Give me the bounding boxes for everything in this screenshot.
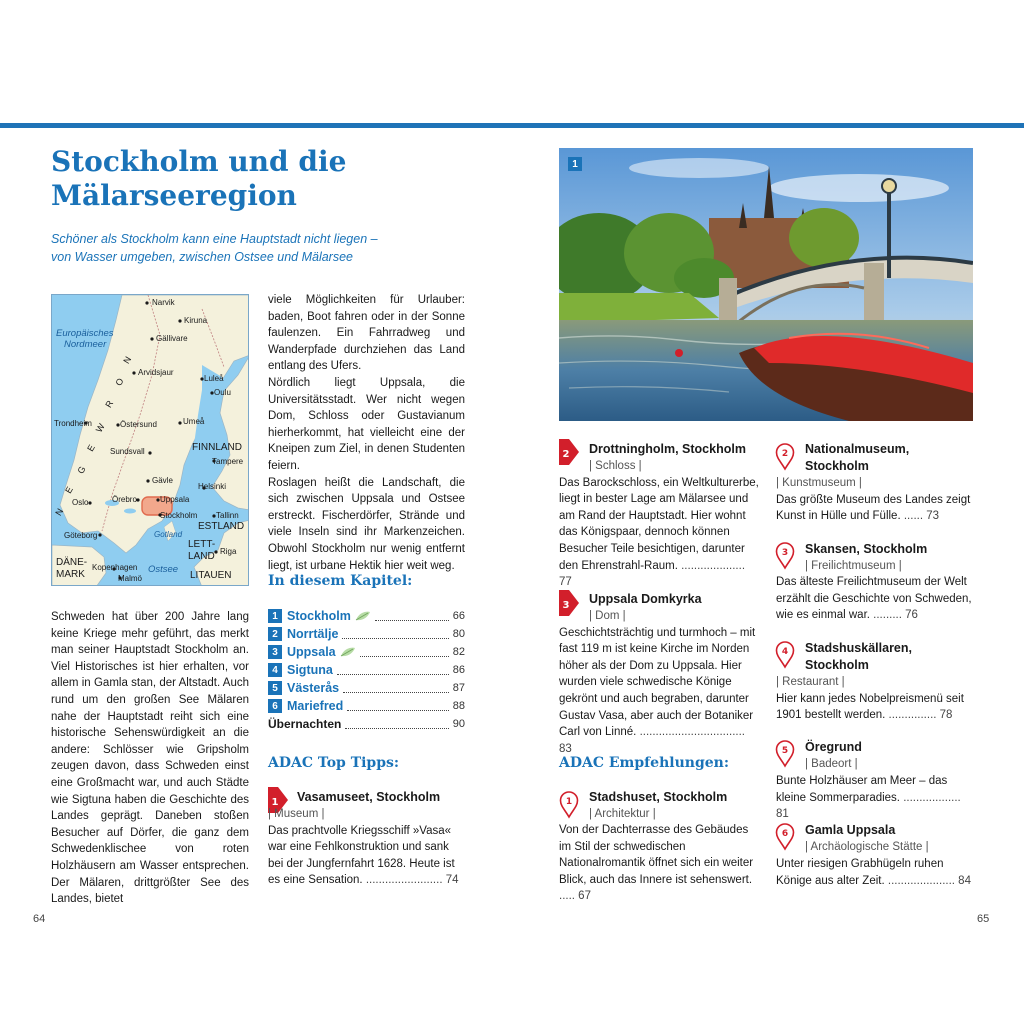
tip-name: Uppsala Domkyrka (589, 592, 702, 606)
recommendation-pin-icon (775, 823, 795, 851)
map-label: LITAUEN (190, 570, 232, 581)
rec-name: Stadshuset, Stockholm (589, 790, 728, 804)
map-label: Helsinki (198, 482, 227, 491)
recommendation-1 (589, 789, 769, 822)
toc-item[interactable] (268, 661, 465, 679)
map-label: Kopenhagen (92, 563, 138, 572)
toc-leader (342, 638, 448, 639)
map-label: E (85, 442, 97, 454)
toc-name: Norrtälje (287, 627, 339, 641)
map-label: Riga (220, 547, 237, 556)
rec-category: | Archäologische Stätte | (805, 840, 929, 853)
recommendation-3-body (776, 574, 974, 624)
map-label: Stockholm (160, 511, 198, 520)
intro-paragraph: Schweden hat über 200 Jahre lang keine Kriege mehr geführt, das merkt man seiner Hauptstadt Stockholm an. Viel Historisches ist hier erhalten, vor allem in Gamla stan, der Altstadt. Auch rund um den großen See Mälaren nahe der Hauptstadt reiht sich eine historische Sehenswürdigkeit an die andere: Schlösser wie Gripsholm zeugen davon, dass Schweden einst eine Großmacht war, und auch Städte wie Sigtuna haben die Geschichte des Landes geprägt. Daneben stoßen Besucher auf Dörfer, die ganz dem Schwedenklischee von roten Holzhäusern am Wasser entsprechen. Der Mälaren, drittgrößter See des Landes, bietet (51, 611, 249, 906)
rec-name: Öregrund (805, 740, 862, 754)
tip-name: Drottningholm, Stockholm (589, 442, 746, 456)
map-label: O (113, 376, 126, 388)
rec-page: ..................... 84 (887, 874, 971, 887)
rec-category: | Freilichtmuseum | (805, 559, 902, 572)
rec-page-number: 73 (926, 510, 940, 523)
rec-description: Unter riesigen Grabhügeln ruhen Könige aus alter Zeit. (776, 858, 944, 887)
rec-category: | Badeort | (805, 757, 858, 770)
rec-name: Skansen, Stockholm (805, 542, 928, 556)
toc-name: Uppsala (287, 645, 336, 659)
recommendation-pin-icon (775, 542, 795, 570)
tip-category: | Museum | (268, 808, 325, 820)
toc-name: Mariefred (287, 699, 344, 713)
map-label: Europäisches (56, 328, 114, 339)
rec-page: ...... 73 (903, 510, 940, 523)
tip-description: Das Barockschloss, ein Weltkulturerbe, liegt in bester Lage am Mälarsee und am Rand der Hauptstadt. Hier wohnt das Königspaar, dennoch können Besucher Teile besichtigen, darunter den Ehrenstrahl-Raum. (559, 476, 759, 572)
map-label: Gällivare (156, 334, 188, 343)
toc-item[interactable] (268, 715, 465, 733)
map-label: N (53, 506, 66, 518)
rec-category: | Architektur | (589, 807, 656, 820)
top-tip-2 (589, 441, 789, 458)
map-label: Umeå (183, 417, 205, 426)
overview-map (51, 294, 249, 586)
toc-page: 82 (452, 646, 465, 658)
recommendation-2 (805, 441, 975, 474)
map-label: Göteborg (64, 531, 98, 540)
rec-description: Hier kann jedes Nobelpreismenü seit 1901 bestellt werden. (776, 692, 964, 722)
intro-paragraph: Roslagen heißt die Landschaft, die sich zwischen Uppsala und Ostsee erstreckt. Fischerdörfer, Strände und viele Inseln sind ihr Markenzeichen. Obwohl Stockholm nur wenig entfernt liegt, ist urbane Hektik hier weit weg. (268, 476, 465, 572)
toc-number: 3 (268, 645, 282, 659)
recommendation-6-body (776, 856, 974, 889)
marker-number: 2 (562, 449, 570, 460)
map-label: R (103, 398, 116, 410)
chapter-toc (268, 607, 465, 733)
recommendation-5-body (776, 773, 974, 823)
toc-name: Sigtuna (287, 663, 333, 677)
toc-number: 4 (268, 663, 282, 677)
rec-description: Das älteste Freilichtmuseum der Welt erzählt die Geschichte von Schweden, wie es einmal war. (776, 576, 972, 622)
map-label: Östersund (120, 420, 157, 429)
svg-text:5: 5 (781, 746, 789, 756)
intro-column-1 (51, 609, 249, 908)
map-label: FINNLAND (192, 442, 243, 453)
rec-page-number: 81 (776, 808, 789, 821)
toc-name: Übernachten (268, 717, 342, 731)
tip-description: Das prachtvolle Kriegsschiff »Vasa« war eine Fehlkonstruktion und sank bei der Jungfernfahrt 1628. Heute ist es eine Sensation. (268, 824, 455, 887)
toc-number: 6 (268, 699, 282, 713)
map-label: Kiruna (184, 316, 208, 325)
marker-number: 1 (271, 797, 279, 808)
map-label: Uppsala (160, 495, 190, 504)
toc-name: Stockholm (287, 609, 351, 623)
map-label: Nordmeer (64, 339, 107, 350)
map-label: Gotland (154, 530, 183, 539)
leaf-icon (340, 647, 356, 657)
toc-page: 87 (452, 682, 465, 694)
tip-category: | Dom | (589, 610, 626, 622)
map-label: Örebro (112, 495, 137, 504)
toc-leader (345, 728, 448, 729)
recommendation-pin-icon (559, 791, 579, 819)
toc-leader (337, 674, 449, 675)
tip-name: Vasamuseet, Stockholm (297, 790, 441, 804)
map-label: E (63, 484, 75, 496)
svg-text:3: 3 (781, 548, 789, 558)
photo-number-badge: 1 (568, 157, 582, 171)
rec-name: Nationalmuseum, Stockholm (805, 442, 910, 473)
toc-page: 86 (452, 664, 465, 676)
intro-paragraph: viele Möglichkeiten für Urlauber: baden, Boot fahren oder in der Sonne faulenzen. Ein Fahrradweg und Wanderpfade durchziehen das Land entlang des Ufers. (268, 294, 465, 373)
map-label: LETT- (188, 539, 216, 550)
page-number-left: 64 (33, 913, 46, 925)
recommendation-5 (805, 739, 975, 772)
toc-name: Västerås (287, 681, 340, 695)
title-line-2: Mälarseeregion (51, 179, 297, 212)
toc-leader (347, 710, 448, 711)
toc-page: 80 (452, 628, 465, 640)
recommendation-1-body (559, 822, 759, 905)
page-title (51, 145, 471, 213)
map-label: DÄNE- (56, 557, 88, 568)
map-label: MARK (56, 569, 85, 580)
top-tips-heading: ADAC Top Tipps: (268, 755, 400, 771)
tip-page: ........................ 74 (365, 874, 459, 887)
svg-text:4: 4 (781, 647, 789, 657)
rec-name: Gamla Uppsala (805, 823, 896, 837)
rec-category: | Kunstmuseum | (776, 477, 862, 489)
map-label: G (75, 464, 88, 476)
rec-page: ............... 78 (888, 709, 953, 722)
tip-page-number: 83 (559, 742, 572, 755)
toc-leader (343, 692, 449, 693)
map-label: ESTLAND (198, 521, 245, 532)
header-rule (0, 123, 1024, 128)
toc-page: 88 (452, 700, 465, 712)
map-label: Tallinn (216, 511, 239, 520)
rec-page-number: 67 (578, 890, 591, 903)
tip-page: ................................. 83 (559, 726, 745, 755)
recommendations-heading: ADAC Empfehlungen: (559, 755, 729, 771)
rec-page: .................. 81 (776, 791, 961, 821)
svg-text:6: 6 (781, 829, 789, 839)
intro-paragraph: Nördlich liegt Uppsala, die Universitätsstadt. Wer nicht wegen Dom, Schloss oder Gustavianum hierherkommt, hat vielleicht eine der Kneipen zum Ziel, in denen Studenten feiern. (268, 376, 465, 472)
tip-page: .................... 77 (559, 559, 746, 589)
subtitle-line-1: Schöner als Stockholm kann eine Hauptstadt nicht liegen – (51, 232, 378, 246)
rec-description: Bunte Holzhäuser am Meer – das kleine Sommerparadies. (776, 775, 948, 804)
map-label: W (93, 421, 107, 435)
toc-number: 2 (268, 627, 282, 641)
rec-page-number: 78 (939, 709, 953, 722)
rec-name: Stadshuskällaren, Stockholm (805, 641, 912, 672)
rec-page: ......... 76 (873, 609, 918, 622)
toc-page: 66 (452, 610, 465, 622)
subtitle-line-2: von Wasser umgeben, zwischen Ostsee und Mälarsee (51, 250, 354, 264)
toc-item[interactable] (268, 679, 465, 697)
rec-page-number: 84 (958, 874, 971, 887)
map-label: LAND (188, 551, 215, 562)
top-tip-3-body (559, 608, 759, 757)
stockholm-photo (559, 148, 973, 421)
recommendation-pin-icon (775, 443, 795, 471)
map-label: Narvik (152, 298, 175, 307)
map-label: Trondheim (54, 419, 92, 428)
map-label: Malmö (118, 574, 143, 583)
toc-leader (375, 620, 449, 621)
leaf-icon (355, 611, 371, 621)
recommendation-4 (805, 640, 975, 673)
map-label: Sundsvall (110, 447, 145, 456)
map-label: Oslo (72, 498, 89, 507)
recommendation-3 (805, 541, 975, 574)
rec-description: Das größte Museum des Landes zeigt Kunst in Hülle und Fülle. (776, 493, 971, 523)
map-label: Luleå (204, 374, 224, 383)
chapter-heading: In diesem Kapitel: (268, 573, 413, 589)
top-tip-1 (297, 789, 467, 806)
toc-item[interactable] (268, 643, 465, 661)
tip-page-number: 74 (445, 874, 459, 887)
map-label: Oulu (214, 388, 231, 397)
top-tip-3 (589, 591, 789, 608)
page-number-right: 65 (977, 913, 990, 925)
tip-description: Geschichtsträchtig und turmhoch – mit fast 119 m ist keine Kirche im Norden höher als der Dom zu Uppsala. Hier wurden viele schwedische Könige gekrönt und auch begraben, darunter Gustav Vasa, aber auch der Botaniker Carl von Linné. (559, 626, 756, 739)
toc-number: 5 (268, 681, 282, 695)
title-line-1: Stockholm und die (51, 145, 347, 178)
svg-text:2: 2 (781, 449, 789, 459)
svg-text:1: 1 (565, 797, 573, 807)
recommendation-pin-icon (775, 740, 795, 768)
top-tip-2-body (559, 458, 759, 591)
map-label: N (121, 354, 134, 366)
page-subtitle (51, 230, 451, 266)
toc-number: 1 (268, 609, 282, 623)
top-tip-1-body (268, 806, 465, 889)
toc-page: 90 (452, 718, 465, 730)
map-label: Tampere (212, 457, 244, 466)
rec-description: Von der Dachterrasse des Gebäudes im Stil der schwedischen Nationalromantik öffnet sich ein weiter Blick, auch das Innere ist sehenswert. (559, 824, 754, 886)
recommendation-pin-icon (775, 641, 795, 669)
intro-column-2 (268, 292, 465, 574)
recommendation-4-body (776, 674, 974, 724)
recommendation-6 (805, 822, 975, 855)
map-label: Gävle (152, 476, 173, 485)
toc-item[interactable] (268, 607, 465, 625)
rec-page-number: 76 (905, 609, 918, 622)
tip-page-number: 77 (559, 576, 572, 589)
toc-item[interactable] (268, 625, 465, 643)
tip-category: | Schloss | (589, 460, 642, 472)
map-label: Arvidsjaur (138, 368, 174, 377)
toc-leader (360, 656, 449, 657)
rec-category: | Restaurant | (776, 676, 845, 688)
map-label: Ostsee (148, 564, 179, 575)
toc-item[interactable] (268, 697, 465, 715)
rec-page: ..... 67 (559, 890, 591, 903)
marker-number: 3 (562, 600, 570, 611)
recommendation-2-body (776, 475, 974, 525)
